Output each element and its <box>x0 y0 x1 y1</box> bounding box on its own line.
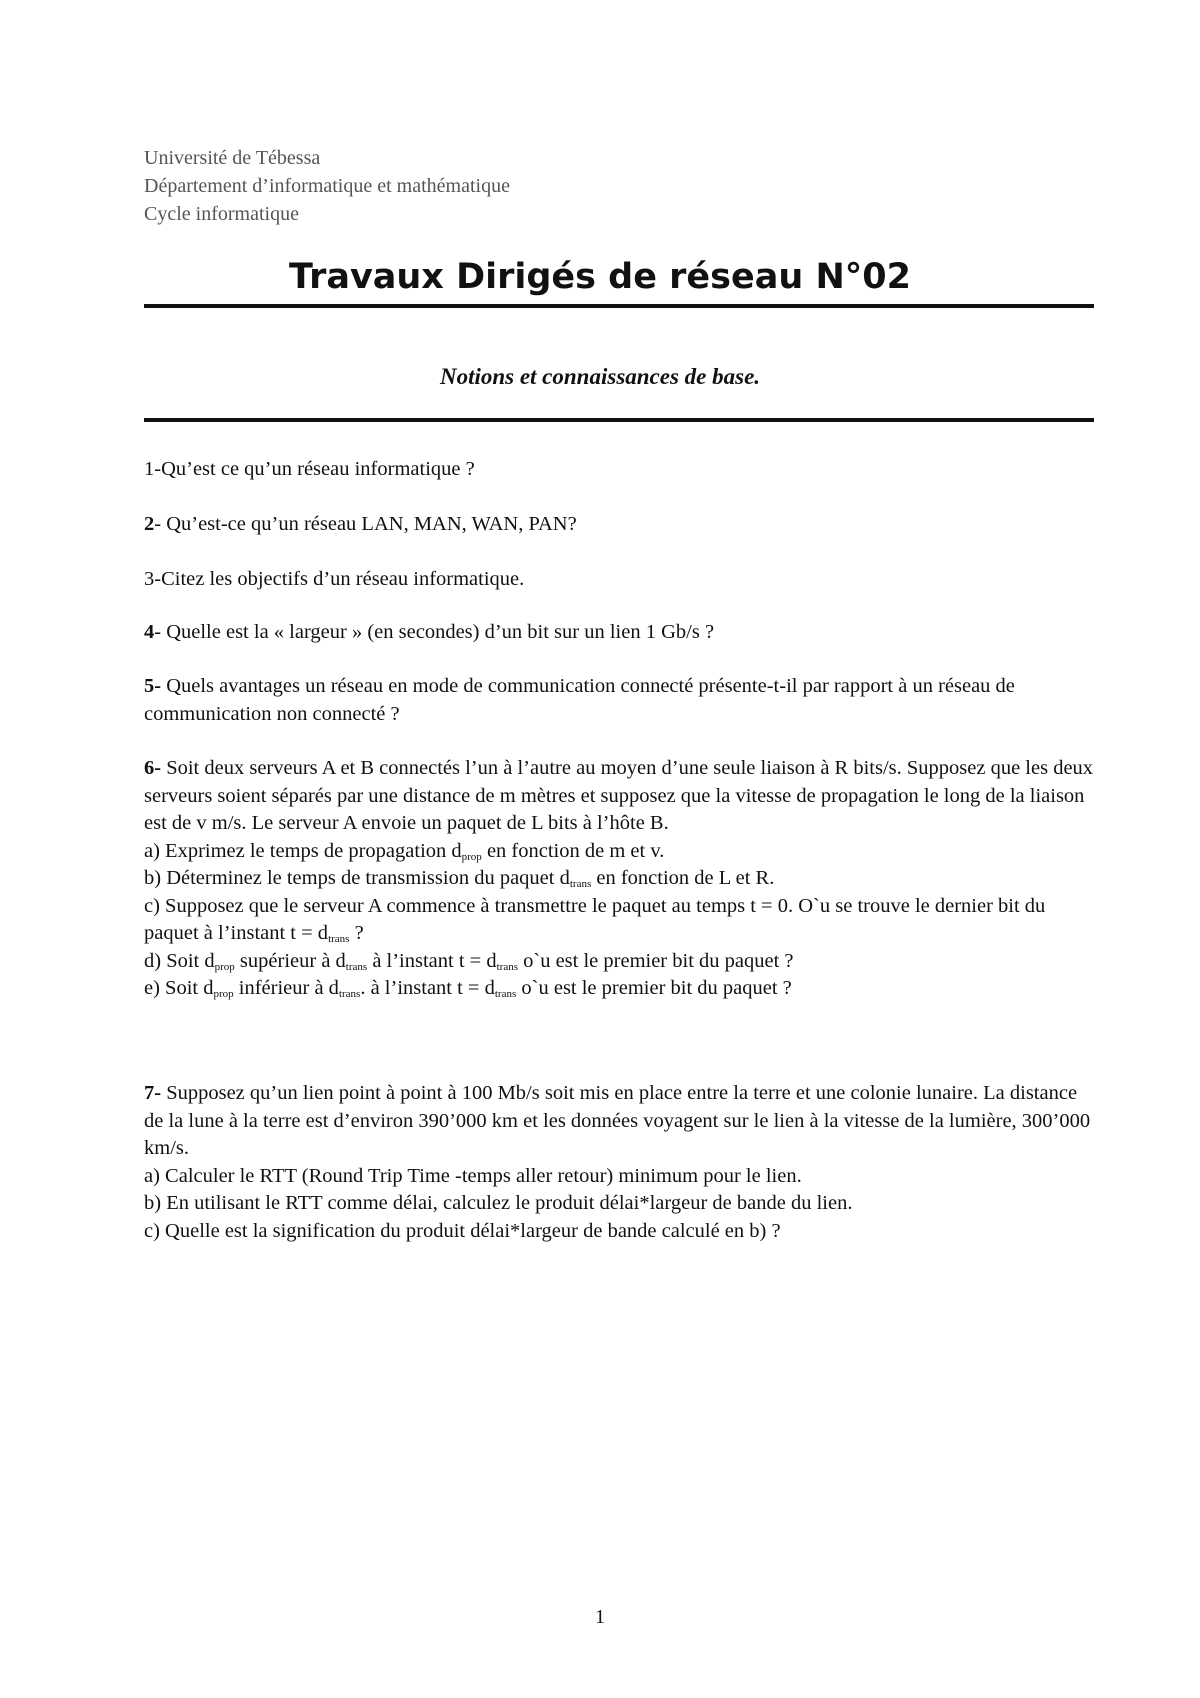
question-2-text: - Qu’est-ce qu’un réseau LAN, MAN, WAN, PAN? <box>154 513 577 535</box>
question-2 <box>144 511 1094 539</box>
question-4-number: 4 <box>144 621 155 643</box>
subscript-trans: trans <box>494 988 517 1000</box>
question-7-part-b: b) En utilisant le RTT comme délai, calculez le produit délai*largeur de bande du lien. <box>144 1192 853 1214</box>
subscript-prop: prop <box>214 960 235 973</box>
top-divider <box>144 304 1094 308</box>
question-1-text: 1-Qu’est ce qu’un réseau informatique ? <box>144 458 475 480</box>
question-6-part-b: b) Déterminez le temps de transmission du paquet $d_{trans}$ en fonction de L et R. <box>144 867 775 890</box>
subscript-trans: trans <box>496 960 518 973</box>
page-subtitle: Notions et connaissances de base. <box>439 364 761 389</box>
question-5-number: 5- <box>144 675 162 697</box>
question-7 <box>144 1080 1094 1245</box>
question-7-intro: Supposez qu’un lien point à point à 100 Mb/s soit mis en place entre la terre et une colonie lunaire. La distance de la lune à la terre est d’environ 390’000 km et les données voyagent sur le lien à la vitesse de la lumière, 300’000 km/s. <box>144 1082 1091 1159</box>
question-6 <box>144 755 1094 1003</box>
question-3-text: 3-Citez les objectifs d’un réseau informatique. <box>144 568 525 590</box>
question-6-part-c: c) Supposez que le serveur A commence à transmettre le paquet au temps t = 0. O`u se trouve le dernier bit du paquet à l’instant $t = d_{trans}$ ? <box>144 894 1046 945</box>
page-title: Travaux Dirigés de réseau N°02 <box>289 257 911 297</box>
question-5-text: Quels avantages un réseau en mode de communication connecté présente-t-il par rapport à un réseau de communication non connecté ? <box>144 675 1015 725</box>
university-name: Université de Tébessa <box>144 147 321 169</box>
cycle-name: Cycle informatique <box>144 203 299 225</box>
question-4-text: - Quelle est la « largeur » (en secondes) d’un bit sur un lien 1 Gb/s ? <box>154 621 715 643</box>
subscript-trans: trans <box>569 878 592 890</box>
page-number: 1 <box>595 1606 605 1628</box>
question-6-part-d: d) Soit $d_{prop}$ supérieur à $d_{trans}$ à l’instant $t = d_{trans}$ o`u est le premier bit du paquet ? <box>144 949 794 973</box>
department-name: Département d’informatique et mathématique <box>144 175 510 197</box>
bottom-divider <box>144 418 1094 422</box>
question-6-number: 6- <box>144 757 162 779</box>
question-7-number: 7- <box>144 1082 162 1104</box>
question-6-intro: Soit deux serveurs A et B connectés l’un à l’autre au moyen d’une seule liaison à R bits/s. Supposez que les deux serveurs soient séparés par une distance de m mètres et supposez que la vitesse de propagation le long de la liaison est de v m/s. Le serveur A envoie un paquet de L bits à l’hôte B. <box>144 757 1094 834</box>
subscript-trans: trans <box>338 988 361 1000</box>
subscript-trans: trans <box>345 960 368 973</box>
institution-header <box>144 144 510 228</box>
question-6-part-e: e) Soit $d_{prop}$ inférieur à $d_{trans}$. à l’instant $t = d_{trans}$ o`u est le premier bit du paquet ? <box>144 977 792 1000</box>
question-7-part-c: c) Quelle est la signification du produit délai*largeur de bande calculé en b) ? <box>144 1219 781 1242</box>
question-7-part-a: a) Calculer le RTT (Round Trip Time -temps aller retour) minimum pour le lien. <box>144 1164 802 1187</box>
subscript-prop: prop <box>213 988 234 1000</box>
question-4 <box>144 619 1094 647</box>
subscript-trans: trans <box>328 933 350 945</box>
question-1 <box>144 456 1094 484</box>
question-6-part-a: a) Exprimez le temps de propagation $d_{prop}$ en fonction de m et v. <box>144 839 665 863</box>
question-2-number: 2 <box>144 513 155 535</box>
question-5 <box>144 673 1094 728</box>
question-3 <box>144 566 1094 594</box>
subscript-prop: prop <box>461 850 482 863</box>
